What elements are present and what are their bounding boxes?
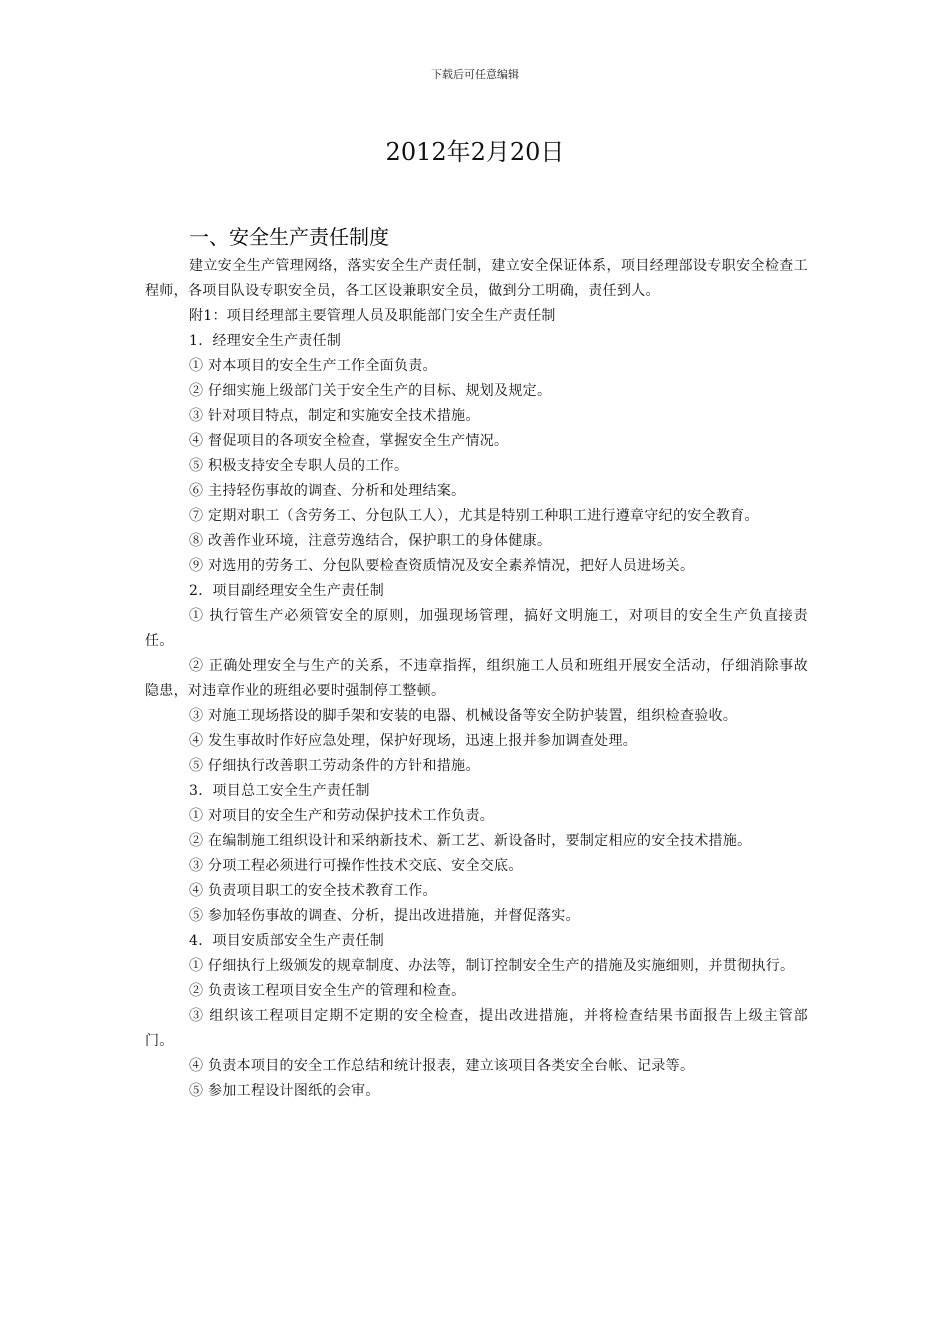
paragraph: ③ 组织该工程项目定期不定期的安全检查，提出改进措施，并将检查结果书面报告上级主管部门。 [145,1008,808,1049]
paragraph: ② 仔细实施上级部门关于安全生产的目标、规划及规定。 [189,383,552,399]
paragraph: ⑦ 定期对职工（含劳务工、分包队工人），尤其是特别工种职工进行遵章守纪的安全教育。 [189,508,759,524]
date-title: 2012年2月20日 [385,138,565,166]
document-body [145,222,808,1104]
paragraph: ④ 负责本项目的安全工作总结和统计报表，建立该项目各类安全台帐、记录等。 [189,1058,695,1074]
paragraph: ④ 督促项目的各项安全检查，掌握安全生产情况。 [189,433,509,449]
paragraph: 1．经理安全生产责任制 [189,333,342,349]
paragraph: ⑤ 仔细执行改善职工劳动条件的方针和措施。 [189,758,480,774]
paragraph: ④ 发生事故时作好应急处理，保护好现场，迅速上报并参加调查处理。 [189,733,638,749]
paragraph: ③ 对施工现场搭设的脚手架和安装的电器、机械设备等安全防护装置，组织检查验收。 [189,708,738,724]
paragraph: ③ 针对项目特点，制定和实施安全技术措施。 [189,408,480,424]
paragraph: 3．项目总工安全生产责任制 [189,783,370,799]
paragraph: 2．项目副经理安全生产责任制 [189,583,385,599]
paragraph: ① 仔细执行上级颁发的规章制度、办法等，制订控制安全生产的措施及实施细则，并贯彻执行。 [189,958,795,974]
paragraph-list [145,254,808,1104]
section-heading: 一、安全生产责任制度 [189,225,389,249]
header-note: 下载后可任意编辑 [431,68,519,81]
paragraph: ① 对项目的安全生产和劳动保护技术工作负责。 [189,808,495,824]
paragraph: ⑤ 积极支持安全专职人员的工作。 [189,458,409,474]
paragraph: ⑨ 对选用的劳务工、分包队要检查资质情况及安全素养情况，把好人员进场关。 [189,558,695,574]
paragraph: 附1：项目经理部主要管理人员及职能部门安全生产责任制 [189,308,556,324]
paragraph: ② 在编制施工组织设计和采纳新技术、新工艺、新设备时，要制定相应的安全技术措施。 [189,833,752,849]
paragraph: ③ 分项工程必须进行可操作性技术交底、安全交底。 [189,858,523,874]
paragraph: ② 正确处理安全与生产的关系，不违章指挥，组织施工人员和班组开展安全活动，仔细消除事故隐患，对违章作业的班组必要时强制停工整顿。 [145,658,808,699]
paragraph: ② 负责该工程项目安全生产的管理和检查。 [189,983,466,999]
paragraph: ① 对本项目的安全生产工作全面负责。 [189,358,437,374]
paragraph: ④ 负责项目职工的安全技术教育工作。 [189,883,437,899]
paragraph: 建立安全生产管理网络，落实安全生产责任制，建立安全保证体系，项目经理部设专职安全检查工程师，各项目队设专职安全员，各工区设兼职安全员，做到分工明确，责任到人。 [145,258,808,299]
paragraph: ⑤ 参加工程设计图纸的会审。 [189,1083,380,1099]
paragraph: ⑥ 主持轻伤事故的调查、分析和处理结案。 [189,483,466,499]
paragraph: ⑧ 改善作业环境，注意劳逸结合，保护职工的身体健康。 [189,533,552,549]
paragraph: 4．项目安质部安全生产责任制 [189,933,385,949]
paragraph: ⑤ 参加轻伤事故的调查、分析，提出改进措施，并督促落实。 [189,908,580,924]
paragraph: ① 执行管生产必须管安全的原则，加强现场管理，搞好文明施工，对项目的安全生产负直接责任。 [145,608,808,649]
